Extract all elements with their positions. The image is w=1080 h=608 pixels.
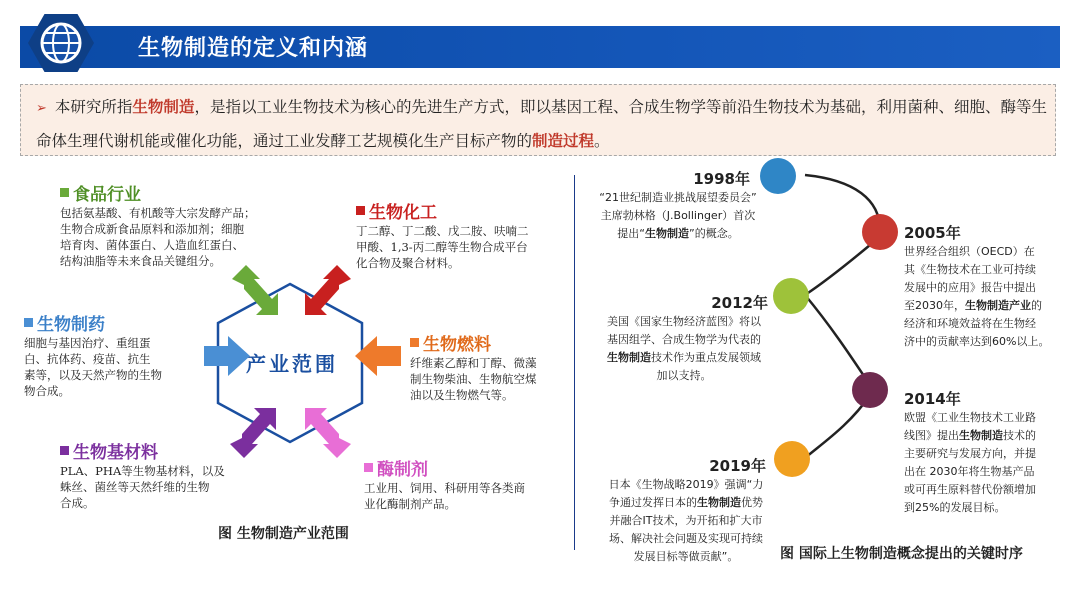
- event-desc-line: 线图》提出生物制造技术的: [904, 429, 1036, 442]
- category-desc: PLA、PHA等生物基材料，以及 蛛丝、菌丝等天然纤维的生物 合成。: [60, 464, 225, 510]
- category-pharma: [24, 310, 204, 399]
- category-desc: 纤维素乙醇和丁醇、微藻 制生物柴油、生物航空煤 油以及生物燃气等。: [410, 356, 537, 402]
- timeline-dot: [852, 372, 888, 408]
- event-2019: [592, 455, 780, 566]
- category-enzyme: [364, 455, 564, 512]
- category-title: 食品行业: [60, 180, 290, 205]
- category-desc: 丁二醇、丁二酸、戊二胺、呋喃二 甲酸、1,3-丙二醇等生物合成平台 化合物及聚合材料。: [356, 224, 529, 270]
- category-material: [60, 438, 260, 511]
- category-title: 酶制剂: [364, 455, 564, 480]
- square-bullet-icon: [364, 463, 373, 472]
- square-bullet-icon: [60, 188, 69, 197]
- square-bullet-icon: [24, 318, 33, 327]
- category-desc: 细胞与基因治疗、重组蛋 白、抗体药、疫苗、抗生 素等，以及天然产物的生物 物合成。: [24, 336, 162, 398]
- event-desc: 日本《生物战略2019》强调“力 争通过发挥日本的生物制造优势 并融合IT技术，为开拓和扩大市 场、解决社会问题及实现可持续 发展目标等做贡献”。: [592, 476, 780, 566]
- event-desc: 世界经合组织（OECD）在 其《生物技术在工业可持续 发展中的应用》报告中提出 至2030年，生物制造产业的 经济和环境效益将在生物经 济中的贡献率达到60%以上。: [904, 243, 1064, 351]
- arrow-pharma: [204, 336, 250, 376]
- event-year: 2019年: [709, 457, 766, 475]
- intro-part: 。: [594, 132, 610, 150]
- event-2014: [904, 388, 1064, 517]
- category-title: 生物制药: [24, 310, 204, 335]
- square-bullet-icon: [356, 206, 365, 215]
- event-1998: [586, 168, 770, 243]
- event-desc-line: 争通过发挥日本的生物制造优势: [609, 496, 763, 509]
- timeline-caption: 图 国际上生物制造概念提出的关键时序: [780, 546, 1023, 562]
- event-desc: “21世纪制造业挑战展望委员会” 主席勃林格（J.Bollinger）首次 提出“生物制造”的概念。: [586, 189, 770, 243]
- center-label: 产业范围: [246, 352, 338, 376]
- page-title: 生物制造的定义和内涵: [138, 36, 369, 61]
- category-chemical: [356, 198, 566, 271]
- timeline-dot: [773, 278, 809, 314]
- intro-highlight: 生物制造: [132, 97, 195, 116]
- event-year: 2012年: [711, 294, 768, 312]
- event-desc: 欧盟《工业生物技术工业路 线图》提出生物制造技术的 主要研究与发展方向，并提 出在 2030年将生物基产品 或可再生原料替代份额增加 到25%的发展目标。: [904, 409, 1064, 517]
- event-2005: [904, 222, 1064, 351]
- event-year: 2005年: [904, 224, 961, 242]
- event-year: 2014年: [904, 390, 961, 408]
- event-year: 1998年: [693, 170, 750, 188]
- timeline-dot: [862, 214, 898, 250]
- intro-highlight: 制造过程: [532, 131, 595, 150]
- globe-icon: [38, 20, 84, 66]
- bullet-arrow-icon: ➢: [36, 101, 47, 116]
- arrow-fuel: [355, 336, 401, 376]
- category-food: [60, 180, 290, 269]
- category-title: 生物基材料: [60, 438, 260, 463]
- square-bullet-icon: [410, 338, 419, 347]
- square-bullet-icon: [60, 446, 69, 455]
- intro-text: [36, 91, 1048, 157]
- arrow-enzyme: [305, 408, 355, 458]
- diagram-caption: 图 生物制造产业范围: [218, 526, 349, 542]
- intro-part: ，是指以工业生物技术为核心的先进生产方式，即以基因工程、合成生物学等前沿生物技术为基础，利用菌种、细胞、酶等生命体生理代谢机能或催化功能，通过工业发酵工艺规模化生产目标产物的: [36, 98, 1047, 150]
- category-desc: 包括氨基酸、有机酸等大宗发酵产品； 生物合成新食品原料和添加剂；细胞 培育肉、菌体蛋白、人造血红蛋白、 结构油脂等未来食品关键组分。: [60, 206, 256, 268]
- event-desc: 美国《国家生物经济蓝图》将以 基因组学、合成生物学为代表的 生物制造技术作为重点发展领域 加以支持。: [596, 313, 772, 385]
- event-desc-line: 提出“生物制造”的概念。: [617, 227, 739, 240]
- category-title: 生物化工: [356, 198, 566, 223]
- event-desc-line: 至2030年，生物制造产业的: [904, 299, 1042, 312]
- event-desc-line: 生物制造技术作为重点发展领域: [607, 351, 761, 364]
- arrow-food: [228, 265, 278, 315]
- event-2012: [596, 292, 772, 385]
- intro-part: 本研究所指: [54, 98, 133, 116]
- category-title: 生物燃料: [410, 330, 580, 355]
- arrow-chemical: [305, 265, 355, 315]
- category-fuel: [410, 330, 580, 403]
- category-desc: 工业用、饲用、科研用等各类商 业化酶制剂产品。: [364, 481, 525, 511]
- divider: [574, 175, 575, 550]
